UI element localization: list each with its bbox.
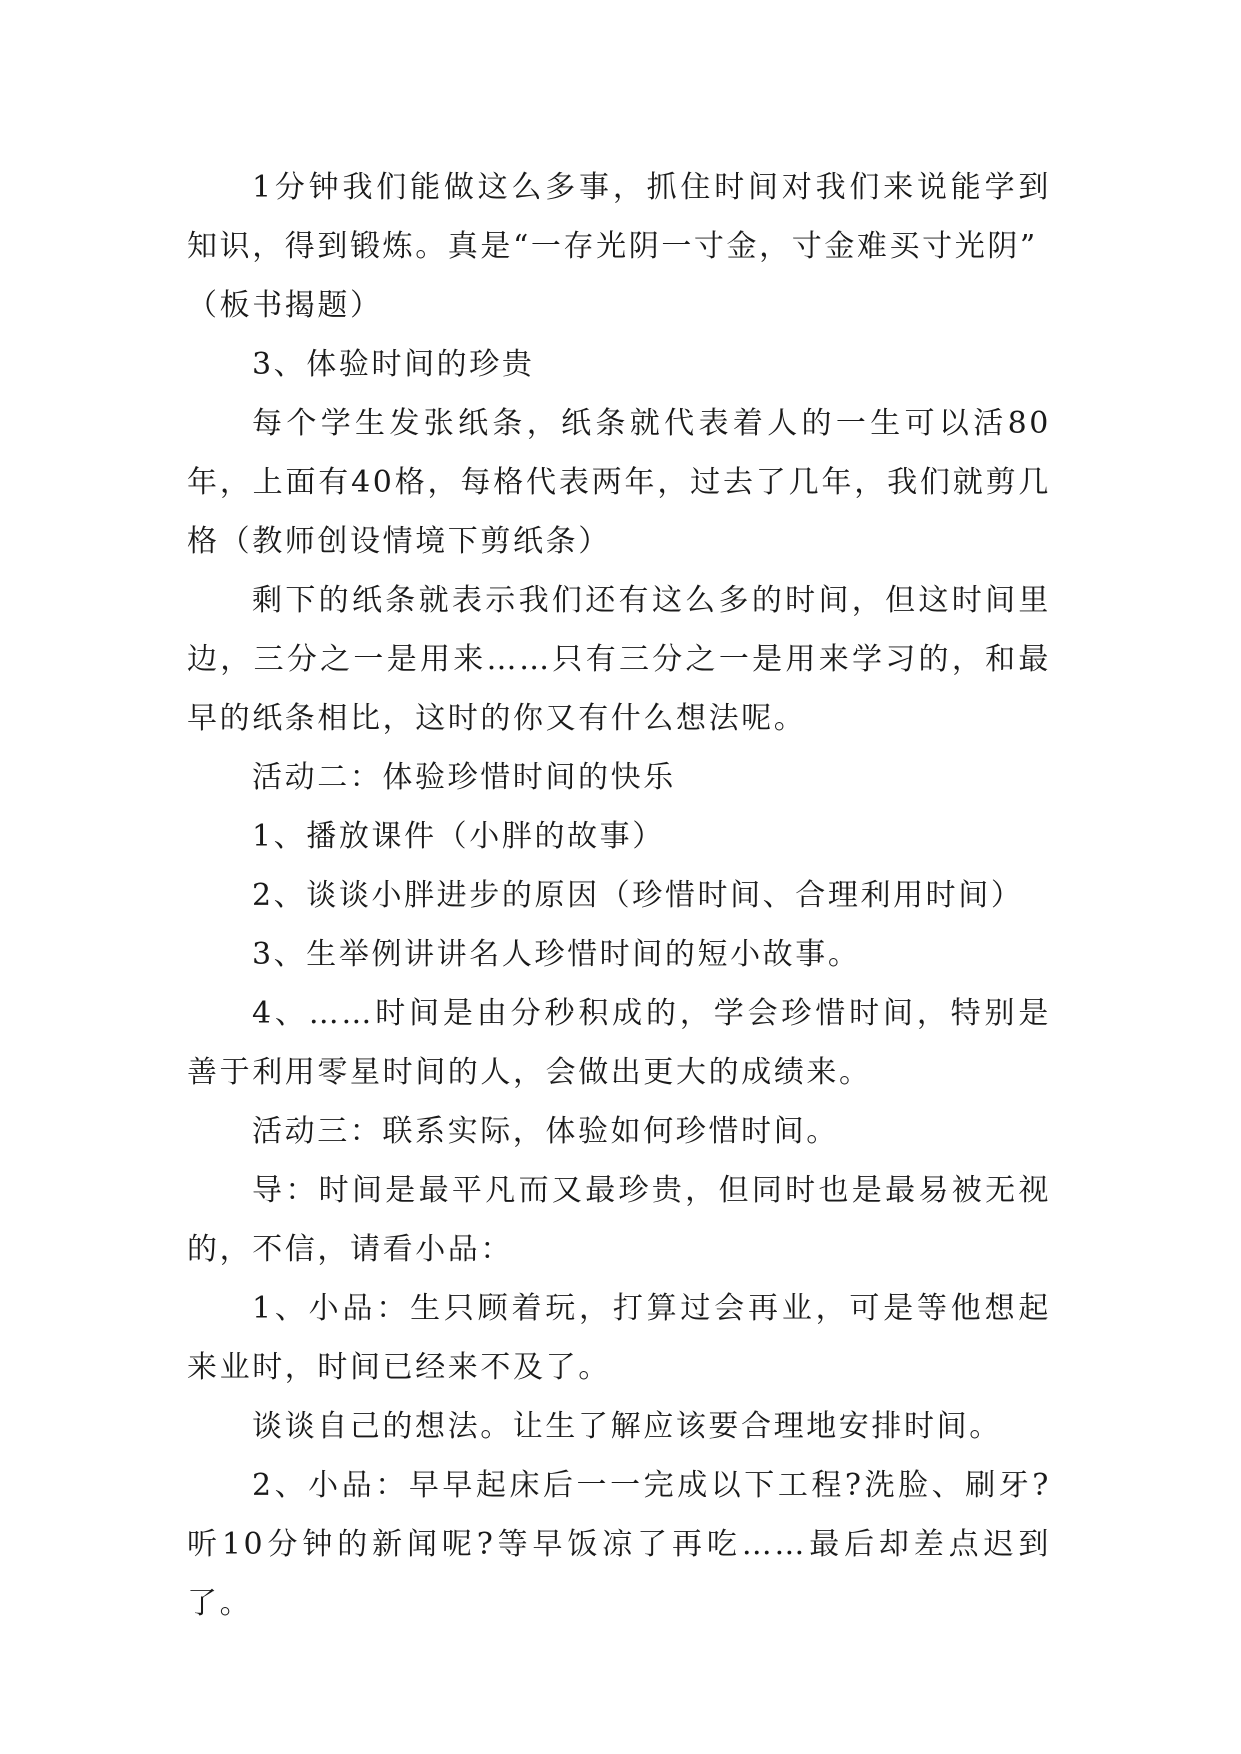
paragraph: 1、小品：生只顾着玩，打算过会再业，可是等他想起来业时，时间已经来不及了。 [187, 1291, 1051, 1385]
paragraph: 活动三：联系实际，体验如何珍惜时间。 [252, 1114, 839, 1149]
paragraph: 每个学生发张纸条，纸条就代表着人的一生可以活80年，上面有40格，每格代表两年，过去了几年，我们就剪几格（教师创设情境下剪纸条） [187, 406, 1051, 559]
paragraph: 3、体验时间的珍贵 [252, 347, 535, 382]
paragraph: 2、小品：早早起床后一一完成以下工程?洗脸、刷牙?听10分钟的新闻呢?等早饭凉了再吃……最后却差点迟到了。 [187, 1468, 1051, 1621]
paragraph: 活动二：体验珍惜时间的快乐 [252, 760, 676, 795]
paragraph: 2、谈谈小胖进步的原因（珍惜时间、合理利用时间） [252, 878, 1024, 913]
paragraph: 导：时间是最平凡而又最珍贵，但同时也是最易被无视的，不信，请看小品： [187, 1173, 1051, 1267]
document-body [187, 158, 1051, 1633]
paragraph: 3、生举例讲讲名人珍惜时间的短小故事。 [252, 937, 861, 972]
paragraph: 1分钟我们能做这么多事，抓住时间对我们来说能学到知识，得到锻炼。真是“一存光阴一寸金，寸金难买寸光阴” [187, 170, 1051, 264]
paragraph: （板书揭题） [187, 288, 383, 323]
paragraph: 1、播放课件（小胖的故事） [252, 819, 665, 854]
paragraph: 4、……时间是由分秒积成的，学会珍惜时间，特别是善于利用零星时间的人，会做出更大的成绩来。 [187, 996, 1051, 1090]
paragraph: 剩下的纸条就表示我们还有这么多的时间，但这时间里边，三分之一是用来……只有三分之一是用来学习的，和最早的纸条相比，这时的你又有什么想法呢。 [187, 583, 1051, 736]
paragraph: 谈谈自己的想法。让生了解应该要合理地安排时间。 [252, 1409, 1002, 1444]
